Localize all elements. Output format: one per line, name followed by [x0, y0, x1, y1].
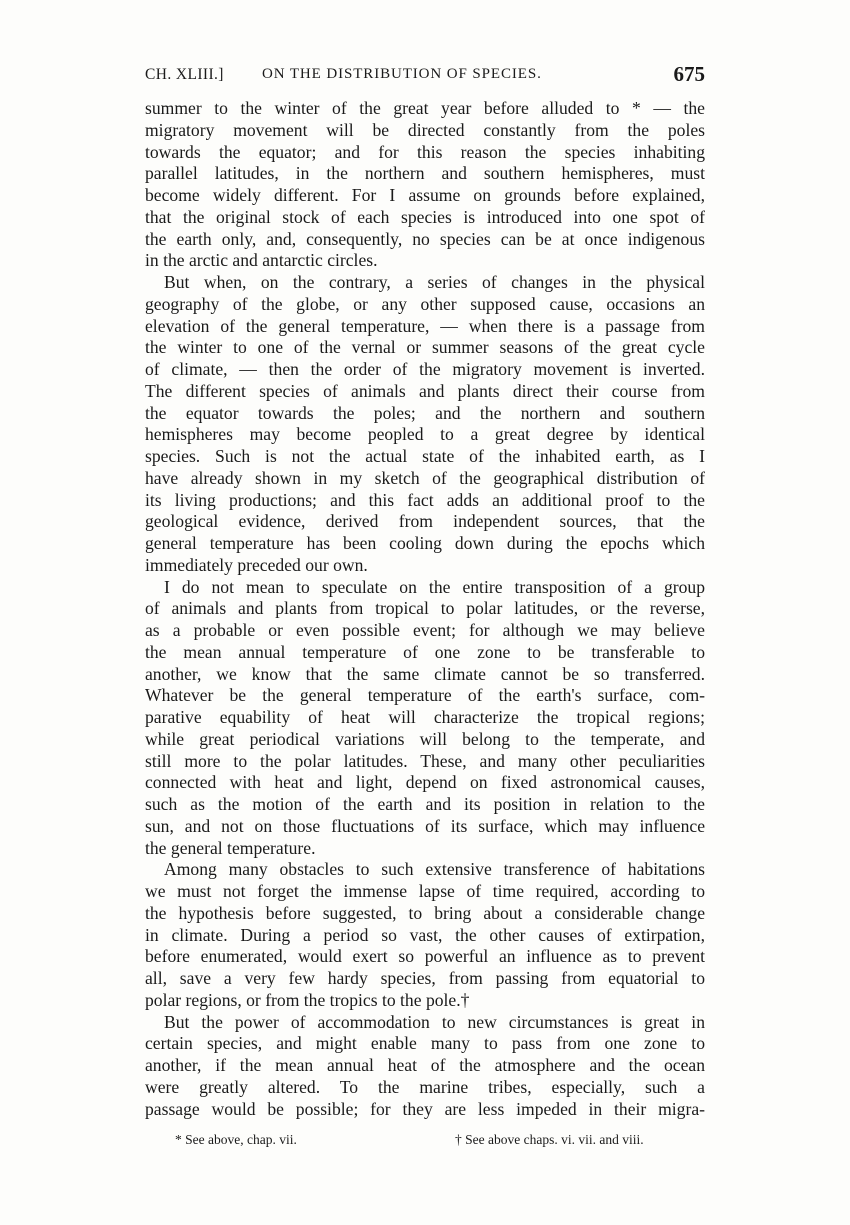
paragraph: [145, 98, 705, 272]
text-line: elevation of the general temperature, — when there is a passage from: [145, 315, 705, 336]
text-line: that the original stock of each species is introduced into one spot of: [145, 206, 705, 227]
text-line: another, we know that the same climate cannot be so transferred.: [145, 663, 705, 684]
running-title: ON THE DISTRIBUTION OF SPECIES.: [262, 66, 542, 82]
page-number: 675: [673, 62, 705, 86]
footnote-1: * See above, chap. vii.: [175, 1132, 297, 1147]
text-line: of climate, — then the order of the migratory movement is inverted.: [145, 359, 705, 379]
text-line: But the power of accommodation to new circumstances is great in: [164, 1011, 705, 1032]
text-line: Whatever be the general temperature of the earth's surface, com-: [145, 685, 705, 706]
text-line: become widely different. For I assume on grounds before explained,: [145, 185, 705, 205]
text-line: the mean annual temperature of one zone to be transferable to: [145, 641, 705, 662]
running-header: [145, 64, 705, 90]
text-line: the earth only, and, consequently, no species can be at once indigenous: [145, 228, 705, 249]
text-line: the equator towards the poles; and the northern and southern: [145, 402, 705, 423]
text-line: general temperature has been cooling down during the epochs which: [145, 533, 705, 553]
text-line: while great periodical variations will belong to the temperate, and: [145, 728, 705, 749]
text-line: Among many obstacles to such extensive transference of habitations: [164, 859, 705, 880]
paragraph: [145, 577, 705, 860]
text-line: in the arctic and antarctic circles.: [145, 250, 378, 271]
text-line: I do not mean to speculate on the entire transposition of a group: [164, 576, 705, 597]
text-line: towards the equator; and for this reason the species inhabiting: [145, 141, 705, 162]
text-line: species. Such is not the actual state of the inhabited earth, as I: [145, 446, 705, 466]
text-line: geological evidence, derived from independent sources, that the: [145, 511, 705, 532]
text-line: certain species, and might enable many to pass from one zone to: [145, 1033, 705, 1054]
text-line: immediately preceded our own.: [145, 554, 368, 575]
text-line: the general temperature.: [145, 837, 316, 858]
text-line: the hypothesis before suggested, to bring about a considerable change: [145, 902, 705, 923]
text-line: its living productions; and this fact adds an additional proof to the: [145, 489, 705, 510]
text-line: passage would be possible; for they are less impeded in their migra-: [145, 1098, 705, 1119]
paragraph: [145, 272, 705, 577]
text-line: The different species of animals and plants direct their course from: [145, 380, 705, 401]
text-line: all, save a very few hardy species, from passing from equatorial to: [145, 968, 705, 988]
text-line: migratory movement will be directed constantly from the poles: [145, 119, 705, 140]
text-line: summer to the winter of the great year before alluded to * — the: [145, 98, 705, 118]
text-line: polar regions, or from the tropics to the pole.†: [145, 989, 470, 1010]
text-line: still more to the polar latitudes. These, and many other peculiarities: [145, 750, 705, 771]
text-line: before enumerated, would exert so powerful an influence as to prevent: [145, 946, 705, 967]
paragraph: [145, 859, 705, 1011]
text-line: we must not forget the immense lapse of time required, according to: [145, 881, 705, 901]
text-line: sun, and not on those fluctuations of its surface, which may influence: [145, 815, 705, 836]
text-line: parative equability of heat will characterize the tropical regions;: [145, 707, 705, 727]
chapter-label: CH. XLIII.]: [145, 66, 224, 83]
text-line: connected with heat and light, depend on fixed astronomical causes,: [145, 772, 705, 793]
text-line: were greatly altered. To the marine tribes, especially, such a: [145, 1076, 705, 1097]
body-text: [145, 98, 705, 1120]
paragraph: [145, 1012, 705, 1121]
text-line: hemispheres may become peopled to a great degree by identical: [145, 424, 705, 445]
text-line: in climate. During a period so vast, the other causes of extirpation,: [145, 924, 705, 945]
text-line: geography of the globe, or any other supposed cause, occasions an: [145, 293, 705, 314]
text-line: have already shown in my sketch of the geographical distribution of: [145, 467, 705, 488]
text-line: parallel latitudes, in the northern and southern hemispheres, must: [145, 163, 705, 184]
text-line: such as the motion of the earth and its position in relation to the: [145, 794, 705, 814]
text-line: another, if the mean annual heat of the atmosphere and the ocean: [145, 1055, 705, 1075]
footnote-2: † See above chaps. vi. vii. and viii.: [455, 1132, 644, 1147]
text-line: as a probable or even possible event; for although we may believe: [145, 620, 705, 640]
text-line: of animals and plants from tropical to polar latitudes, or the reverse,: [145, 598, 705, 619]
text-line: the winter to one of the vernal or summer seasons of the great cycle: [145, 337, 705, 358]
text-line: But when, on the contrary, a series of changes in the physical: [164, 272, 705, 292]
